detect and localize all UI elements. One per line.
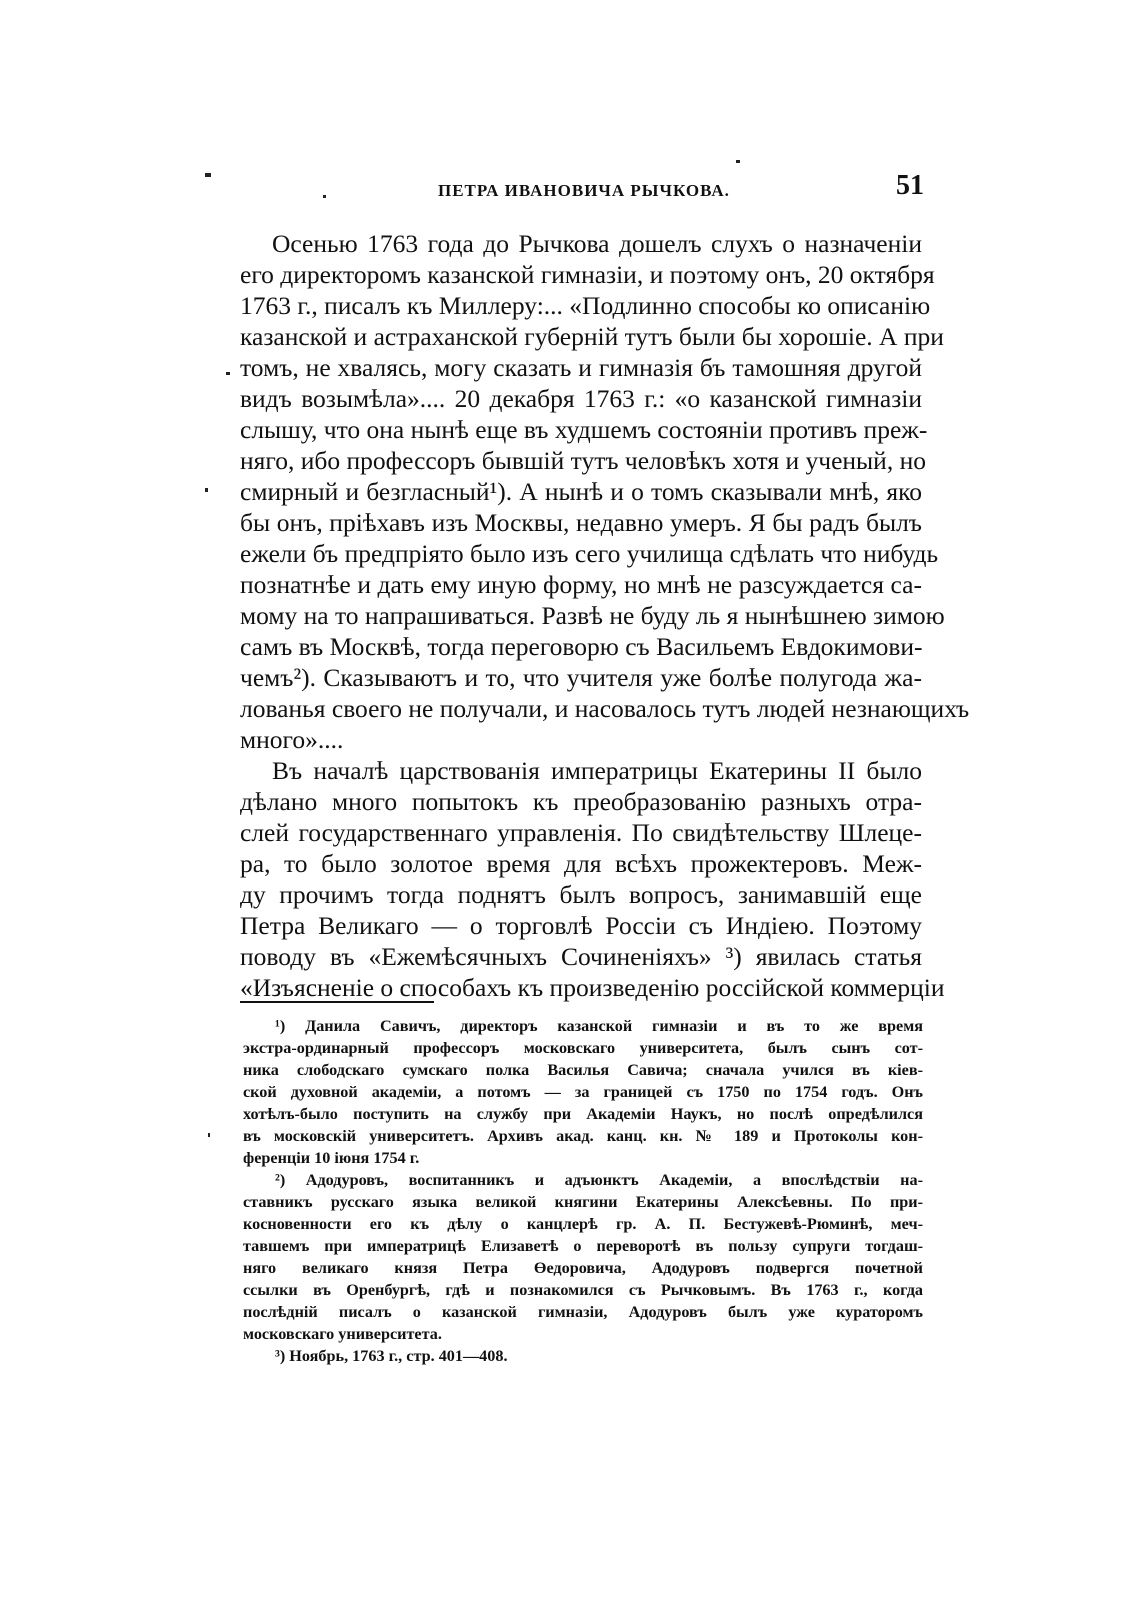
footnote-line: хотѣлъ-было поступить на службу при Академiи Наукъ, но послѣ опредѣлился — [243, 1105, 923, 1123]
scan-speck — [208, 1133, 210, 1137]
text-line: Въ началѣ царствованiя императрицы Екатерины II было — [272, 756, 922, 785]
page-number: 51 — [896, 170, 924, 201]
footnote-line: экстра-ординарный профессоръ московскаго университета, былъ сынъ сот- — [243, 1039, 923, 1057]
footnote-line: въ московскiй университетъ. Архивъ акад. канц. кн. № 189 и Протоколы кон- — [243, 1127, 923, 1145]
text-line: Осенью 1763 года до Рычкова дошелъ слухъ о назначенiи — [272, 229, 922, 258]
footnote-line: ³) Ноябрь, 1763 г., стр. 401—408. — [275, 1347, 508, 1365]
footnote-line: няго великаго князя Петра Өедоровича, Адодуровъ подвергся почетной — [243, 1259, 923, 1277]
scan-speck — [205, 173, 211, 177]
scan-speck — [736, 160, 740, 163]
footnote-separator — [240, 1001, 434, 1003]
text-line: «Изъясненiе о способахъ къ произведенiю россiйской коммерцiи — [240, 973, 945, 1002]
footnote-line: ференцiи 10 iюня 1754 г. — [243, 1149, 420, 1167]
text-line: познатнѣе и дать ему иную форму, но мнѣ не разсуждается са- — [240, 570, 922, 599]
text-line: бы онъ, прiѣхавъ изъ Москвы, недавно умеръ. Я бы радъ былъ — [240, 508, 922, 537]
text-line: 1763 г., писалъ къ Миллеру:... «Подлинно способы ко описанiю — [240, 291, 931, 320]
scan-speck — [205, 488, 208, 492]
running-title: ПЕТРА ИВАНОВИЧА РЫЧКОВА. — [438, 181, 730, 200]
text-line: мому на то напрашиваться. Развѣ не буду ль я нынѣшнею зимою — [240, 601, 945, 630]
scan-speck — [323, 195, 326, 198]
text-line: казанской и астраханской губернiй тутъ были бы хорошiе. А при — [240, 322, 944, 351]
text-line: Петра Великаго — о торговлѣ Россiи съ Индiею. Поэтому — [240, 911, 922, 940]
text-line: томъ, не хвалясь, могу сказать и гимназiя бъ тамошняя другой — [240, 353, 922, 382]
text-line: слышу, что она нынѣ еще въ худшемъ состоянiи противъ преж- — [240, 415, 928, 444]
footnote-line: косновенности его къ дѣлу о канцлерѣ гр. А. П. Бестужевѣ-Рюминѣ, меч- — [243, 1215, 923, 1233]
text-line: дѣлано много попытокъ къ преобразованiю разныхъ отра- — [240, 787, 922, 816]
footnote-line: ставникъ русскаго языка великой княгини Екатерины Алексѣевны. По при- — [243, 1193, 923, 1211]
text-line: смирный и безгласный¹). А нынѣ и о томъ сказывали мнѣ, яко — [240, 477, 922, 506]
text-line: его директоромъ казанской гимназiи, и поэтому онъ, 20 октября — [240, 260, 935, 289]
text-line: поводу въ «Ежемѣсячныхъ Сочиненiяхъ» ³) явилась статья — [240, 942, 922, 971]
footnote-line: ¹) Данила Савичъ, директоръ казанской гимназiи и въ то же время — [275, 1017, 923, 1035]
scan-speck — [226, 372, 230, 375]
text-line: няго, ибо профессоръ бывшiй тутъ человѣкъ хотя и ученый, но — [240, 446, 926, 475]
footnote-line: ²) Адодуровъ, воспитанникъ и адъюнктъ Академiи, а впослѣдствiи на- — [275, 1171, 923, 1189]
text-line: ежели бъ предпрiято было изъ сего училища сдѣлать что нибудь — [240, 539, 939, 568]
footnote-line: ской духовной академiи, а потомъ — за границей съ 1750 по 1754 годъ. Онъ — [243, 1083, 923, 1101]
footnote-line: послѣднiй писалъ о казанской гимназiи, Адодуровъ былъ уже кураторомъ — [243, 1303, 923, 1321]
text-line: видъ возымѣла».... 20 декабря 1763 г.: «о казанской гимназiи — [240, 384, 922, 413]
text-line: ду прочимъ тогда поднятъ былъ вопросъ, занимавшiй еще — [240, 880, 922, 909]
footnote-line: ника слободскаго сумскаго полка Василья Савича; сначала учился въ кiев- — [243, 1061, 923, 1079]
text-line: много».... — [240, 725, 344, 754]
footnote-line: московскаго университета. — [243, 1325, 442, 1343]
text-line: самъ въ Москвѣ, тогда переговорю съ Васильемъ Евдокимови- — [240, 632, 923, 661]
text-line: лованья своего не получали, и насовалось тутъ людей незнающихъ — [240, 694, 970, 723]
text-line: ра, то было золотое время для всѣхъ прожектеровъ. Меж- — [240, 849, 922, 878]
text-line: чемъ²). Сказываютъ и то, что учителя уже болѣе полугода жа- — [240, 663, 922, 692]
footnote-line: ссылки въ Оренбургѣ, гдѣ и познакомился съ Рычковымъ. Въ 1763 г., когда — [243, 1281, 923, 1299]
footnote-line: тавшемъ при императрицѣ Елизаветѣ о переворотѣ въ пользу супруги тогдаш- — [243, 1237, 923, 1255]
text-line: слей государственнаго управленiя. По свидѣтельству Шлеце- — [240, 818, 922, 847]
